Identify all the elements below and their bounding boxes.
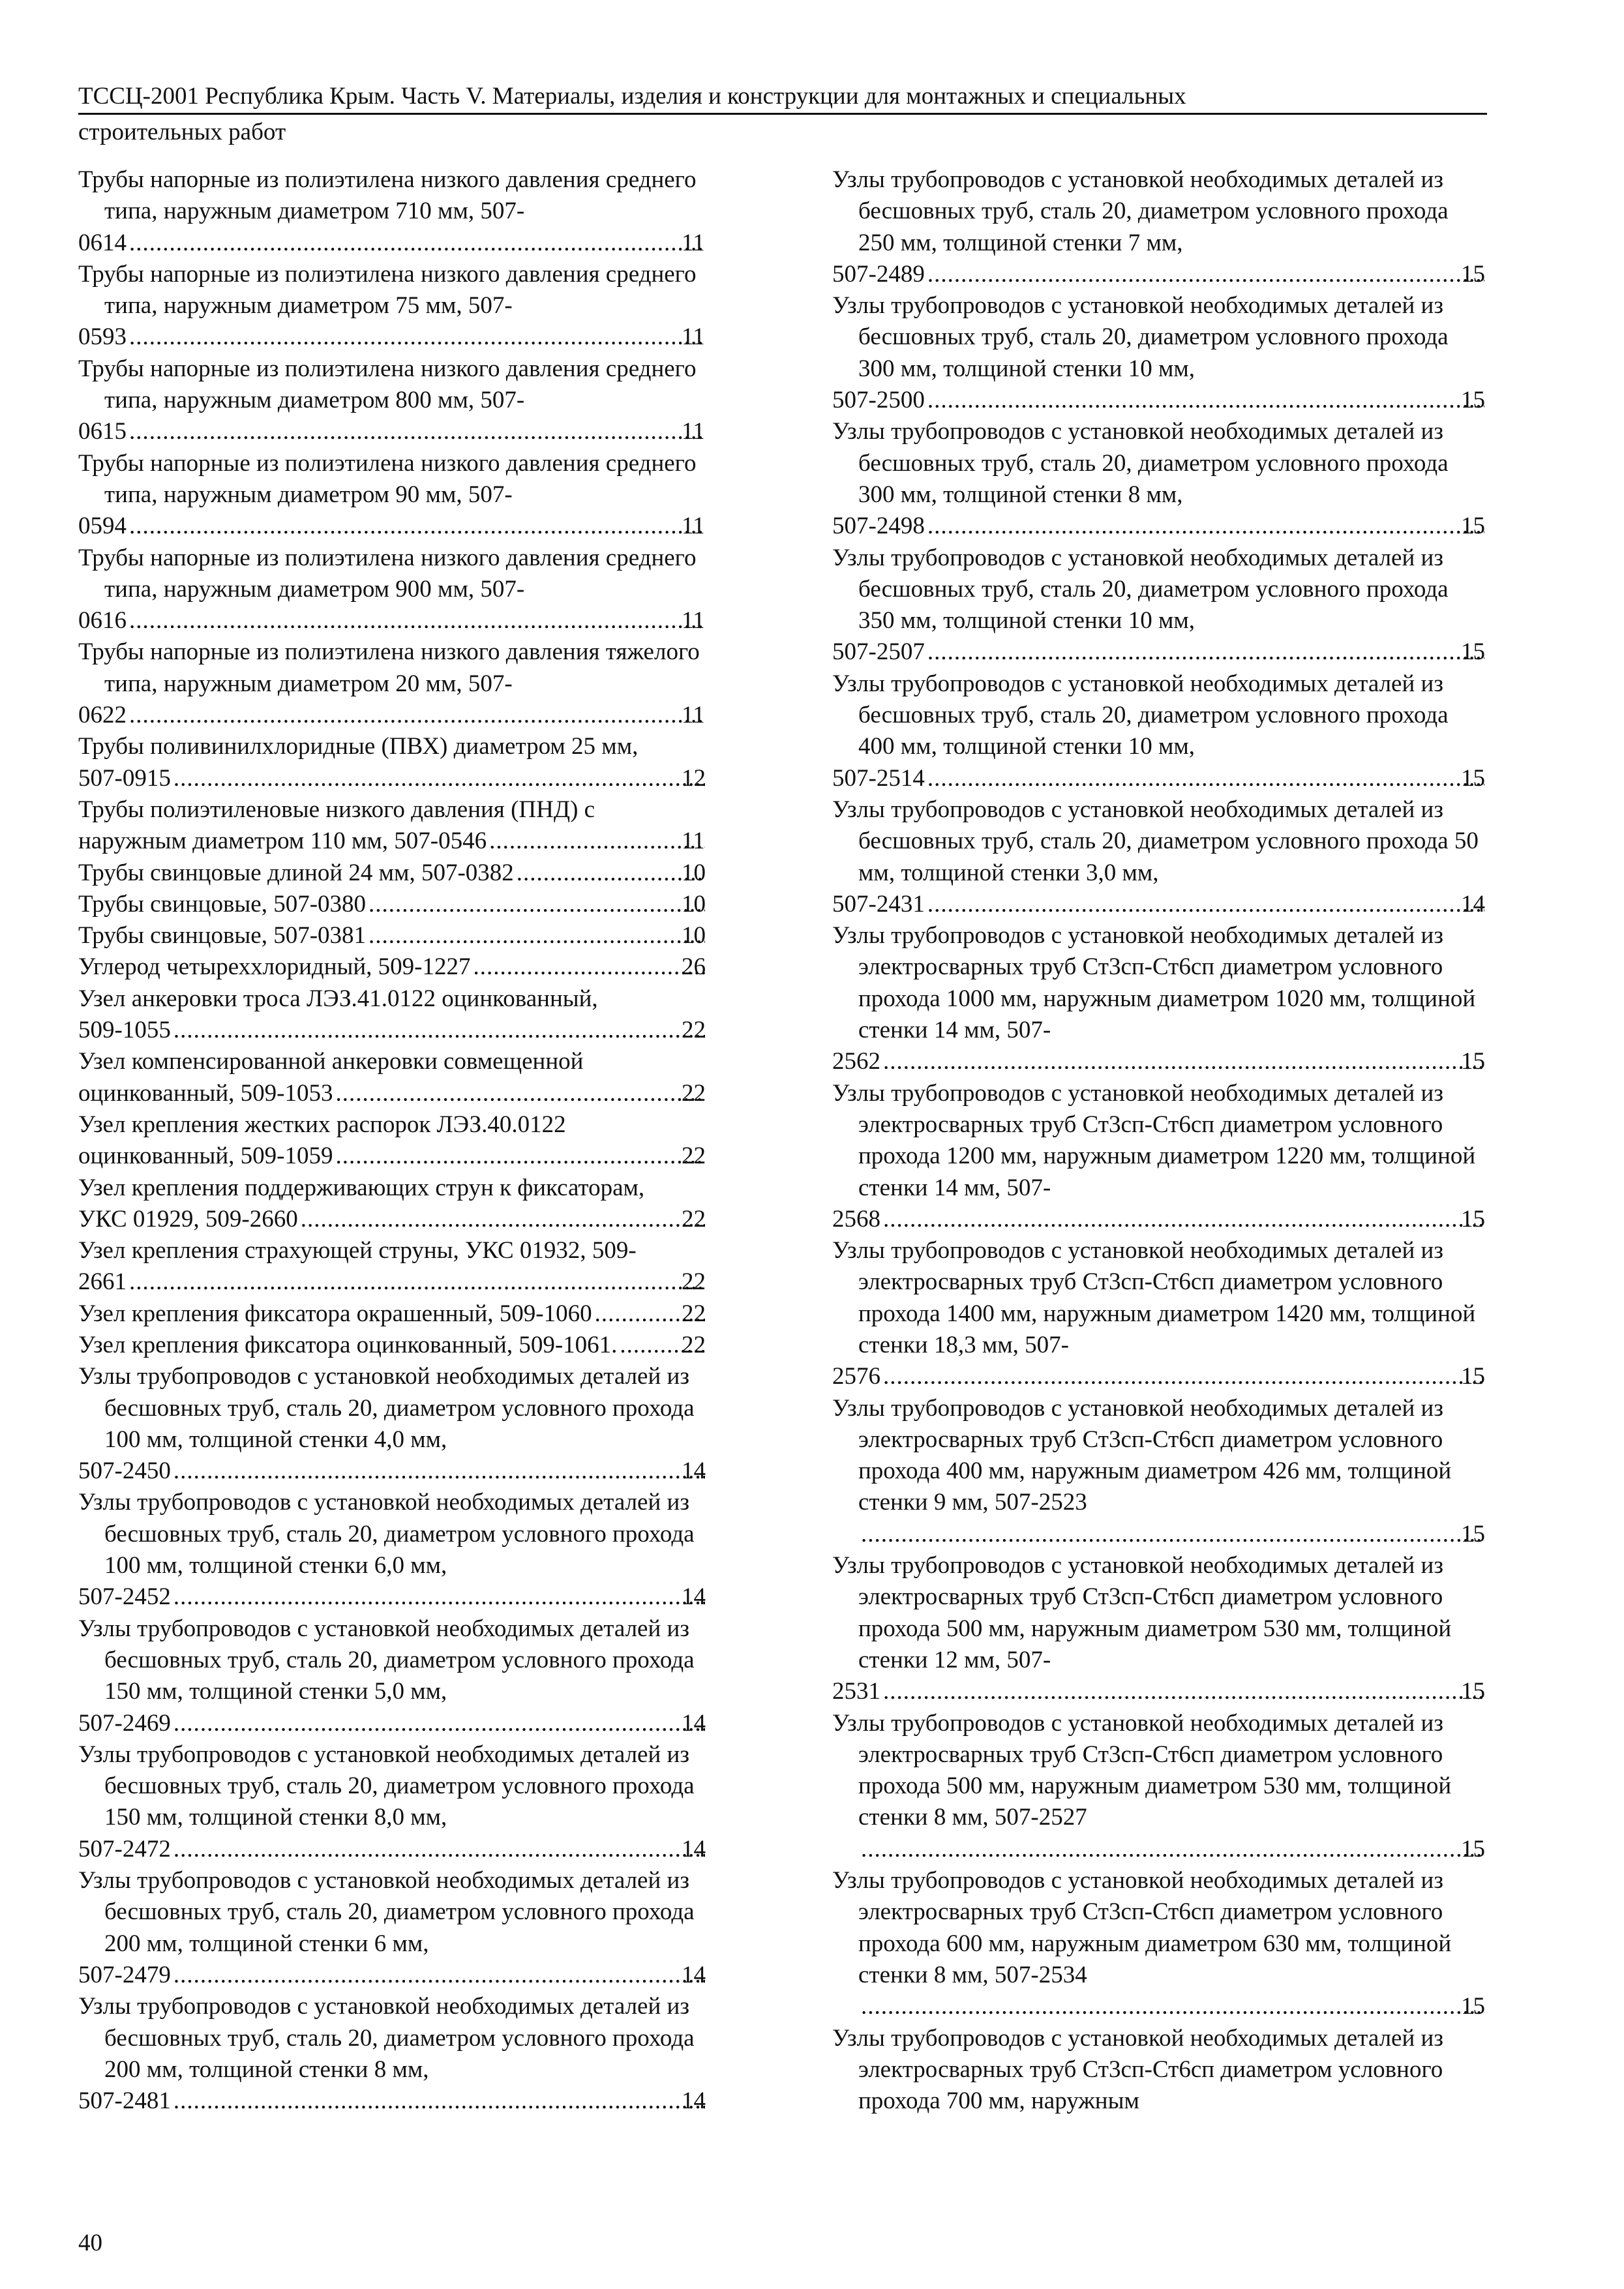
index-entry-leader-line: 507-2481 ..... 14 (104, 2086, 708, 2117)
dot-leader (129, 700, 705, 731)
index-entry-leader-line: Трубы свинцовые, 507-0381 ..... 10 (104, 920, 708, 951)
dot-leader (129, 228, 705, 259)
index-entry-leader-line: 507-2507 ..... 15 (858, 636, 1487, 668)
index-entry-text: Узлы трубопроводов с установкой необходимых деталей из бесшовных труб, сталь 20, диаметром условного прохода 300 мм, толщиной стенки 8 мм, (832, 418, 1449, 508)
index-column-left (78, 164, 708, 2117)
dot-leader (129, 1266, 705, 1298)
page-header (78, 82, 1487, 147)
dot-leader (927, 259, 1484, 290)
index-entry-code: 2576 (832, 1363, 880, 1390)
index-entry-text: Узел крепления жестких распорок ЛЭЗ.40.0122 (78, 1111, 566, 1138)
dot-leader (173, 1456, 705, 1487)
index-entry-leader-line: 0593 ..... 11 (104, 322, 708, 353)
index-entry-code: Трубы свинцовые, 507-0381 (78, 922, 367, 950)
index-entry-text: Узлы трубопроводов с установкой необходимых деталей из электросварных труб Ст3сп-Ст6сп диаметром условного прохода 1200 мм, наружным диаметром 1220 мм, толщиной стенки 14 мм, 507- (832, 1079, 1476, 1201)
index-entry-text: Трубы напорные из полиэтилена низкого давления среднего типа, наружным диаметром 90 мм, 507- (78, 449, 697, 508)
index-entry (832, 920, 1487, 1077)
index-entry (78, 889, 708, 920)
index-entry-code: 0616 (78, 607, 127, 635)
index-entry-text: Узлы трубопроводов с установкой необходимых деталей из электросварных труб Ст3сп-Ст6сп диаметром условного прохода 1400 мм, наружным диаметром 1420 мм, толщиной стенки 18,3 мм, 507- (832, 1237, 1476, 1358)
dot-leader (173, 763, 705, 794)
index-entry (78, 636, 708, 731)
index-entry-leader-line: 2562 ..... 15 (858, 1046, 1487, 1077)
index-entry-leader-line: 0594 ..... 11 (104, 511, 708, 542)
index-entry-code: Узел крепления фиксатора окрашенный, 509-1060 (78, 1300, 592, 1327)
index-entry-leader-line: 507-2514 ..... 15 (858, 763, 1487, 794)
index-entry-leader-line: 0622 ..... 11 (104, 700, 708, 731)
dot-leader (129, 605, 705, 636)
index-entry-text: Трубы напорные из полиэтилена низкого давления среднего типа, наружным диаметром 800 мм, 507- (78, 355, 697, 414)
index-entry-leader-line: Трубы свинцовые, 507-0380 ..... 10 (104, 889, 708, 920)
index-entry (832, 543, 1487, 668)
index-entry (78, 731, 708, 794)
index-entry-code: 2531 (832, 1678, 880, 1705)
index-entry (78, 1739, 708, 1865)
index-entry-leader-line: наружным диаметром 110 мм, 507-0546 ..... 11 (104, 826, 708, 857)
index-entry-text: Трубы напорные из полиэтилена низкого давления среднего типа, наружным диаметром 75 мм, 507- (78, 260, 697, 320)
index-entry-leader-line: ..... 15 (858, 1991, 1487, 2022)
dot-leader (861, 1991, 1484, 2022)
index-entry (78, 794, 708, 858)
index-entry (832, 290, 1487, 416)
index-entry (78, 353, 708, 448)
index-entry-leader-line: 507-2452 ..... 14 (104, 1581, 708, 1613)
index-entry-leader-line: 507-2469 ..... 14 (104, 1708, 708, 1739)
dot-leader (927, 763, 1484, 794)
index-entry (78, 543, 708, 637)
index-entry-leader-line: 2576 ..... 15 (858, 1361, 1487, 1392)
dot-leader (861, 1519, 1484, 1550)
index-entry (832, 1235, 1487, 1392)
index-column-right (832, 164, 1487, 2117)
index-entry-code: 507-2489 (832, 260, 925, 288)
index-entry-text: Узел крепления страхующей струны, УКС 01932, 509- (78, 1237, 637, 1264)
index-entry-leader-line: ..... 15 (858, 1834, 1487, 1865)
index-entry-text: Трубы напорные из полиэтилена низкого давления тяжелого типа, наружным диаметром 20 мм, 507- (78, 638, 700, 697)
dot-leader (883, 1676, 1484, 1707)
dot-leader (301, 1204, 705, 1235)
dot-leader (173, 1960, 705, 1991)
index-entry (832, 2023, 1487, 2117)
dot-leader (927, 889, 1484, 920)
index-entry (832, 416, 1487, 542)
index-entry-code: 2562 (832, 1048, 880, 1075)
page-number: 40 (78, 2230, 102, 2256)
dot-leader (927, 385, 1484, 416)
index-entry-text: Узлы трубопроводов с установкой необходимых деталей из бесшовных труб, сталь 20, диаметром условного прохода 100 мм, толщиной стенки 6,0 мм, (78, 1489, 695, 1579)
index-entry-code: Углерод четыреххлоридный, 509-1227 (78, 953, 471, 981)
index-entry-code: оцинкованный, 509-1059 (78, 1143, 333, 1170)
index-entry-leader-line: 507-2472 ..... 14 (104, 1834, 708, 1865)
index-entry (832, 1393, 1487, 1550)
dot-leader (173, 1015, 705, 1046)
index-entry-code: 507-2431 (832, 890, 925, 918)
dot-leader (173, 1581, 705, 1613)
index-entry-leader-line: 507-2498 ..... 15 (858, 511, 1487, 542)
index-entry-leader-line: Трубы свинцовые длиной 24 мм, 507-0382 ..... 10 (104, 858, 708, 889)
index-entry-leader-line: 0615 ..... 11 (104, 416, 708, 447)
dot-leader (173, 2086, 705, 2117)
dot-leader (883, 1046, 1484, 1077)
dot-leader (489, 826, 705, 857)
index-entry-leader-line: 0614 ..... 11 (104, 228, 708, 259)
index-entry-text: Узел анкеровки троса ЛЭЗ.41.0122 оцинкованный, (78, 985, 598, 1012)
dot-leader (883, 1204, 1484, 1235)
index-entry (78, 1361, 708, 1487)
index-entry (78, 1865, 708, 1991)
dot-leader (129, 511, 705, 542)
index-entry-text: Узлы трубопроводов с установкой необходимых деталей из электросварных труб Ст3сп-Ст6сп диаметром условного прохода 1000 мм, наружным диаметром 1020 мм, толщиной стенки 14 мм, 507- (832, 922, 1476, 1044)
index-entry (832, 1078, 1487, 1235)
index-entry (78, 1330, 708, 1361)
index-entry-text: Узлы трубопроводов с установкой необходимых деталей из бесшовных труб, сталь 20, диаметром условного прохода 100 мм, толщиной стенки 4,0 мм, (78, 1363, 695, 1453)
index-entry-leader-line: 2568 ..... 15 (858, 1204, 1487, 1235)
dot-leader (336, 1141, 706, 1172)
index-entry-code: 0615 (78, 418, 127, 445)
index-entry (78, 259, 708, 353)
dot-leader (368, 889, 705, 920)
dot-leader (474, 951, 705, 983)
index-entry-code: 507-2450 (78, 1458, 171, 1485)
index-entry (78, 1298, 708, 1330)
index-entry (78, 164, 708, 259)
index-entry-leader-line: Узел крепления фиксатора оцинкованный, 509-1061. ..... 22 (104, 1330, 708, 1361)
dot-leader (129, 416, 705, 447)
index-entry (78, 1487, 708, 1613)
index-entry (78, 1173, 708, 1236)
index-entry-code: Трубы свинцовые, 507-0380 (78, 890, 367, 918)
index-entry-code: 0614 (78, 229, 127, 256)
index-entry-code: 507-2479 (78, 1961, 171, 1988)
index-entry-text: Узел компенсированной анкеровки совмещенной (78, 1048, 584, 1075)
index-entry-leader-line: 2531 ..... 15 (858, 1676, 1487, 1707)
dot-leader (883, 1361, 1484, 1392)
index-entry-code: 2661 (78, 1268, 127, 1296)
index-entry (832, 794, 1487, 920)
index-entry (78, 1046, 708, 1109)
index-entry (832, 1550, 1487, 1707)
index-entry-text: Трубы полиэтиленовые низкого давления (ПНД) с (78, 796, 595, 823)
index-entry (78, 920, 708, 951)
index-entry-leader-line: ..... 15 (858, 1519, 1487, 1550)
index-entry (78, 1613, 708, 1739)
index-entry-code: УКС 01929, 509-2660 (78, 1205, 298, 1233)
index-entry-text: Узлы трубопроводов с установкой необходимых деталей из электросварных труб Ст3сп-Ст6сп диаметром условного прохода 500 мм, наружным диаметром 530 мм, толщиной стенки 12 мм, 507- (832, 1552, 1452, 1673)
index-entry-leader-line: оцинкованный, 509-1053 ..... 22 (104, 1078, 708, 1109)
header-title: ТССЦ-2001 Республика Крым. Часть V. Материалы, изделия и конструкции для монтажных и специальных (78, 82, 1487, 115)
index-entry (832, 1865, 1487, 2022)
index-entry (78, 448, 708, 543)
index-entry-code: 507-2481 (78, 2087, 171, 2115)
index-entry-code: 507-2472 (78, 1835, 171, 1863)
dot-leader (368, 920, 705, 951)
index-entry-text: Узлы трубопроводов с установкой необходимых деталей из электросварных труб Ст3сп-Ст6сп диаметром условного прохода 500 мм, наружным диаметром 530 мм, толщиной стенки 8 мм, 507-2527 (832, 1709, 1452, 1831)
index-entry-text: Узлы трубопроводов с установкой необходимых деталей из бесшовных труб, сталь 20, диаметром условного прохода 150 мм, толщиной стенки 5,0 мм, (78, 1615, 695, 1705)
index-entry (832, 668, 1487, 794)
index-entry-text: Узлы трубопроводов с установкой необходимых деталей из бесшовных труб, сталь 20, диаметром условного прохода 300 мм, толщиной стенки 10 мм, (832, 292, 1449, 382)
index-entry-leader-line: 507-0915 ..... 12 (104, 763, 708, 794)
index-entry (78, 983, 708, 1047)
index-entry-code: 507-2500 (832, 387, 925, 414)
index-entry-code: наружным диаметром 110 мм, 507-0546 (78, 828, 487, 855)
index-entry (832, 1708, 1487, 1865)
index-entry-code: 0594 (78, 513, 127, 540)
header-subtitle: строительных работ (78, 119, 286, 145)
dot-leader (336, 1078, 706, 1109)
index-entry-code: 509-1055 (78, 1017, 171, 1044)
index-entry-code: 507-0915 (78, 764, 171, 792)
index-entry-text: Узлы трубопроводов с установкой необходимых деталей из бесшовных труб, сталь 20, диаметром условного прохода 250 мм, толщиной стенки 7 мм, (832, 166, 1449, 256)
index-entry-leader-line: 507-2489 ..... 15 (858, 259, 1487, 290)
index-entry (78, 1235, 708, 1298)
index-entry (78, 1109, 708, 1173)
index-entry-code: 507-2514 (832, 764, 925, 792)
index-entry-text: Трубы напорные из полиэтилена низкого давления среднего типа, наружным диаметром 900 мм, 507- (78, 544, 697, 603)
index-entry-text: Узлы трубопроводов с установкой необходимых деталей из бесшовных труб, сталь 20, диаметром условного прохода 350 мм, толщиной стенки 10 мм, (832, 544, 1449, 635)
dot-leader (173, 1708, 705, 1739)
dot-leader (861, 1834, 1484, 1865)
dot-leader (927, 511, 1484, 542)
index-entry-text: Узлы трубопроводов с установкой необходимых деталей из бесшовных труб, сталь 20, диаметром условного прохода 150 мм, толщиной стенки 8,0 мм, (78, 1741, 695, 1831)
index-entry-text: Узлы трубопроводов с установкой необходимых деталей из бесшовных труб, сталь 20, диаметром условного прохода 200 мм, толщиной стенки 8 мм, (78, 1993, 695, 2083)
index-entry-code: 507-2507 (832, 638, 925, 666)
index-entry-text: Узел крепления поддерживающих струн к фиксаторам, (78, 1174, 645, 1201)
index-entry (832, 164, 1487, 290)
index-entry (78, 951, 708, 983)
index-entry-text: Трубы напорные из полиэтилена низкого давления среднего типа, наружным диаметром 710 мм, 507- (78, 166, 697, 225)
dot-leader (173, 1834, 705, 1865)
index-entry-text: Узлы трубопроводов с установкой необходимых деталей из бесшовных труб, сталь 20, диаметром условного прохода 50 мм, толщиной стенки 3,0 мм, (832, 796, 1479, 886)
index-entry-text: Узлы трубопроводов с установкой необходимых деталей из бесшовных труб, сталь 20, диаметром условного прохода 400 мм, толщиной стенки 10 мм, (832, 670, 1449, 760)
index-entry-leader-line: Углерод четыреххлоридный, 509-1227 ..... 26 (104, 951, 708, 983)
index-entry-code: оцинкованный, 509-1053 (78, 1079, 333, 1107)
index-entry-leader-line: 0616 ..... 11 (104, 605, 708, 636)
index-entry-leader-line: 507-2431 ..... 14 (858, 889, 1487, 920)
index-entry (78, 1991, 708, 2117)
index-entry-code: 0622 (78, 702, 127, 729)
dot-leader (517, 858, 705, 889)
index-entry-leader-line: УКС 01929, 509-2660 ..... 22 (104, 1204, 708, 1235)
index-entry-text: Трубы поливинилхлоридные (ПВХ) диаметром 25 мм, (78, 733, 639, 760)
index-entry-text: Узлы трубопроводов с установкой необходимых деталей из электросварных труб Ст3сп-Ст6сп диаметром условного прохода 600 мм, наружным диаметром 630 мм, толщиной стенки 8 мм, 507-2534 (832, 1867, 1452, 1988)
index-entry-leader-line: 507-2479 ..... 14 (104, 1960, 708, 1991)
index-entry-code: 0593 (78, 323, 127, 351)
index-entry-code: Узел крепления фиксатора оцинкованный, 509-1061. (78, 1331, 618, 1358)
index-entry (78, 858, 708, 889)
index-entry-code: 507-2469 (78, 1709, 171, 1737)
index-entry-leader-line: 2661 ..... 22 (104, 1266, 708, 1298)
index-entry-leader-line: оцинкованный, 509-1059 ..... 22 (104, 1141, 708, 1172)
index-entry-code: 507-2452 (78, 1583, 171, 1611)
index-entry-text: Узлы трубопроводов с установкой необходимых деталей из электросварных труб Ст3сп-Ст6сп диаметром условного прохода 700 мм, наружным (832, 2024, 1443, 2115)
index-entry-leader-line: 507-2500 ..... 15 (858, 385, 1487, 416)
index-entry-leader-line: 507-2450 ..... 14 (104, 1456, 708, 1487)
index-entry-leader-line: Узел крепления фиксатора окрашенный, 509-1060 ..... 22 (104, 1298, 708, 1330)
index-entry-code: 2568 (832, 1205, 880, 1233)
dot-leader (129, 322, 705, 353)
index-entry-text: Узлы трубопроводов с установкой необходимых деталей из бесшовных труб, сталь 20, диаметром условного прохода 200 мм, толщиной стенки 6 мм, (78, 1867, 695, 1957)
dot-leader (927, 636, 1484, 668)
index-entry-text: Узлы трубопроводов с установкой необходимых деталей из электросварных труб Ст3сп-Ст6сп диаметром условного прохода 400 мм, наружным диаметром 426 мм, толщиной стенки 9 мм, 507-2523 (832, 1394, 1452, 1516)
index-entry-leader-line: 509-1055 ..... 22 (104, 1015, 708, 1046)
index-entry-code: 507-2498 (832, 513, 925, 540)
index-entry-code: Трубы свинцовые длиной 24 мм, 507-0382 (78, 859, 514, 886)
